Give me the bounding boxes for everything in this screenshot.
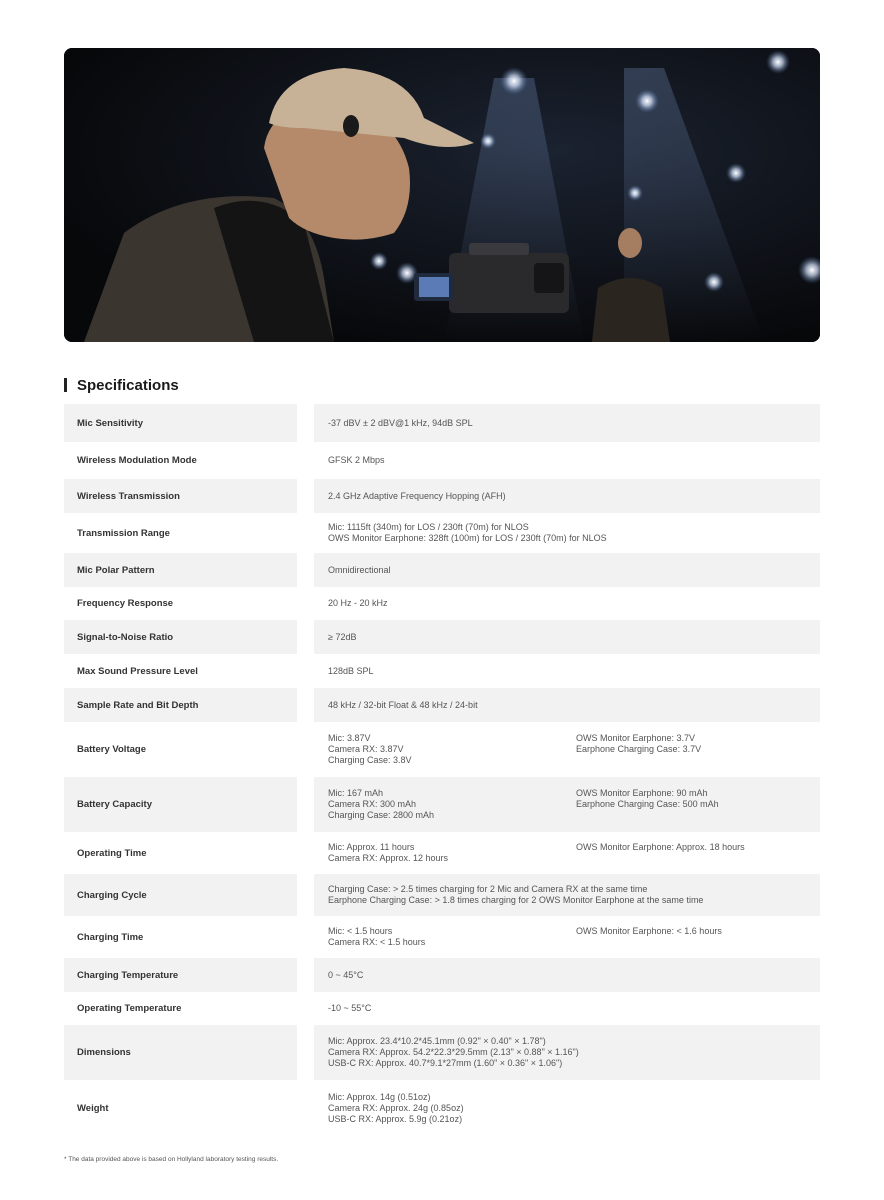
spec-value — [314, 1025, 820, 1080]
spec-value — [314, 688, 820, 722]
spec-value-line: Omnidirectional — [328, 564, 391, 575]
spec-label: Mic Polar Pattern — [64, 553, 297, 587]
spec-value-line: 2.4 GHz Adaptive Frequency Hopping (AFH) — [328, 490, 506, 501]
spec-value-column-1 — [328, 522, 607, 544]
table-row — [64, 479, 820, 513]
row-gap — [297, 832, 314, 874]
spec-value-column-1 — [328, 666, 374, 677]
spec-value-line: -37 dBV ± 2 dBV@1 kHz, 94dB SPL — [328, 417, 473, 428]
row-gap — [297, 479, 314, 513]
hero-image — [64, 48, 820, 342]
row-gap — [297, 688, 314, 722]
spec-value-line: GFSK 2 Mbps — [328, 455, 385, 466]
spec-label: Wireless Transmission — [64, 479, 297, 513]
row-gap — [297, 553, 314, 587]
spec-value — [314, 587, 820, 620]
heading-accent-bar — [64, 378, 67, 392]
table-row — [64, 688, 820, 722]
spec-value-line: Mic: Approx. 11 hours — [328, 842, 415, 853]
table-row — [64, 832, 820, 874]
page-title: Specifications — [77, 376, 179, 394]
spec-label: Signal-to-Noise Ratio — [64, 620, 297, 654]
spec-value-column-2 — [576, 733, 820, 755]
spec-value-line: Charging Case: > 2.5 times charging for 2 Mic and Camera RX at the same time — [328, 884, 648, 895]
row-gap — [297, 654, 314, 688]
spec-value — [314, 479, 820, 513]
spec-value-column-2 — [576, 926, 820, 937]
spec-value-line: OWS Monitor Earphone: < 1.6 hours — [576, 926, 722, 937]
spec-label: Transmission Range — [77, 527, 170, 539]
spec-label: Dimensions — [64, 1025, 297, 1080]
spec-value-line: Mic: < 1.5 hours — [328, 926, 393, 937]
spec-value — [314, 442, 820, 479]
spec-value-line: 48 kHz / 32-bit Float & 48 kHz / 24-bit — [328, 699, 478, 710]
spec-value-line: USB-C RX: Approx. 40.7*9.1*27mm (1.60" × 0.36" × 1.06") — [328, 1057, 563, 1068]
spec-value — [314, 404, 820, 442]
spec-value-line: OWS Monitor Earphone: 90 mAh — [576, 788, 708, 799]
spec-label: Sample Rate and Bit Depth — [64, 688, 297, 722]
row-gap — [297, 404, 314, 442]
spec-value-column-1 — [328, 788, 576, 820]
spec-value-line: Camera RX: Approx. 12 hours — [328, 853, 449, 863]
spec-value — [314, 916, 820, 958]
spec-value-line: 20 Hz - 20 kHz — [328, 598, 388, 609]
spec-value-line: Mic: 1115ft (340m) for LOS / 230ft (70m) for NLOS — [328, 522, 529, 533]
table-row — [64, 722, 820, 777]
spec-value-column-2 — [576, 788, 820, 810]
spec-value-column-1 — [328, 418, 473, 429]
row-gap — [297, 620, 314, 654]
spec-value — [314, 777, 820, 832]
spec-value — [314, 722, 820, 777]
spec-value-line: OWS Monitor Earphone: 3.7V — [576, 733, 696, 744]
spec-value-column-1 — [328, 970, 363, 981]
spec-value-line: Camera RX: Approx. 24g (0.85oz) — [328, 1103, 464, 1114]
spec-value-line: USB-C RX: Approx. 5.9g (0.21oz) — [328, 1113, 463, 1124]
table-row — [64, 587, 820, 620]
spec-value-line: Mic: Approx. 14g (0.51oz) — [328, 1092, 431, 1103]
spec-value-column-1 — [328, 455, 385, 466]
spec-label: Operating Temperature — [77, 1003, 182, 1014]
spec-value-line: -10 ~ 55°C — [328, 1003, 372, 1014]
row-gap — [297, 1025, 314, 1080]
spec-value-line: Mic: Approx. 23.4*10.2*45.1mm (0.92" × 0.40" × 1.78") — [328, 1036, 546, 1047]
spec-value — [314, 992, 820, 1025]
spec-label: Frequency Response — [77, 598, 174, 609]
spec-value-line: Camera RX: 300 mAh — [328, 799, 417, 810]
table-row — [64, 1025, 820, 1080]
table-row — [64, 553, 820, 587]
spec-value-line: Earphone Charging Case: 3.7V — [576, 744, 702, 755]
specifications-table — [64, 404, 820, 1137]
spec-label: Weight — [77, 1103, 109, 1114]
row-gap — [297, 777, 314, 832]
table-row — [64, 442, 820, 479]
spec-value-line: Mic: 167 mAh — [328, 788, 384, 799]
row-gap — [297, 587, 314, 620]
row-gap — [297, 916, 314, 958]
row-gap — [297, 958, 314, 992]
spec-value-column-1 — [328, 926, 576, 948]
spec-value-line: Camera RX: 3.87V — [328, 744, 404, 755]
table-row — [64, 404, 820, 442]
spec-label: Mic Sensitivity — [64, 404, 297, 442]
table-row — [64, 992, 820, 1025]
spec-label: Battery Capacity — [64, 777, 297, 832]
spec-value-column-1 — [328, 565, 391, 576]
table-row — [64, 654, 820, 688]
spec-value-column-2 — [576, 842, 820, 853]
table-row — [64, 958, 820, 992]
spec-label: Charging Time — [77, 931, 144, 943]
spec-value-column-1 — [328, 700, 478, 711]
spec-label: Wireless Modulation Mode — [77, 455, 197, 466]
table-row — [64, 620, 820, 654]
spec-value-column-1 — [328, 733, 576, 765]
row-gap — [297, 1080, 314, 1137]
spec-label: Operating Time — [77, 847, 147, 859]
spec-value — [314, 958, 820, 992]
spec-value — [314, 620, 820, 654]
spec-value-column-1 — [328, 1036, 579, 1068]
spec-value-line: Camera RX: Approx. 54.2*22.3*29.5mm (2.13" × 0.88" × 1.16") — [328, 1047, 579, 1058]
table-row — [64, 513, 820, 553]
spec-value-line: Mic: 3.87V — [328, 733, 371, 744]
spec-label: Charging Cycle — [64, 874, 297, 916]
spec-value — [314, 553, 820, 587]
spec-value-line: 128dB SPL — [328, 665, 374, 676]
spec-value-line: Camera RX: < 1.5 hours — [328, 937, 426, 947]
spec-value — [314, 874, 820, 916]
row-gap — [297, 874, 314, 916]
spec-value-line: OWS Monitor Earphone: Approx. 18 hours — [576, 842, 745, 853]
spec-value-line: 0 ~ 45°C — [328, 969, 364, 980]
row-gap — [297, 442, 314, 479]
spec-value-column-1 — [328, 842, 576, 864]
spec-label: Battery Voltage — [77, 744, 146, 755]
spec-value-line: OWS Monitor Earphone: 328ft (100m) for LOS / 230ft (70m) for NLOS — [328, 533, 607, 543]
row-gap — [297, 722, 314, 777]
table-row — [64, 874, 820, 916]
spec-value-line: Earphone Charging Case: 500 mAh — [576, 799, 719, 810]
specifications-heading — [64, 375, 179, 395]
spec-value-line: ≥ 72dB — [328, 631, 357, 642]
spec-value-column-1 — [328, 884, 703, 906]
spec-value — [314, 654, 820, 688]
footnote: * The data provided above is based on Hollyland laboratory testing results. — [64, 1156, 279, 1163]
spec-value-column-1 — [328, 1092, 464, 1124]
spec-label: Max Sound Pressure Level — [77, 665, 198, 677]
spec-value-column-1 — [328, 598, 388, 609]
spec-value-line: Earphone Charging Case: > 1.8 times charging for 2 OWS Monitor Earphone at the same time — [328, 895, 704, 905]
table-row — [64, 916, 820, 958]
spec-value-column-1 — [328, 632, 356, 643]
spec-value — [314, 1080, 820, 1137]
spec-value-line: Charging Case: 3.8V — [328, 754, 412, 765]
spec-value-column-1 — [328, 1003, 371, 1014]
spec-value — [314, 513, 820, 553]
row-gap — [297, 992, 314, 1025]
row-gap — [297, 513, 314, 553]
spec-value-column-1 — [328, 491, 506, 502]
table-row — [64, 1080, 820, 1137]
spec-value-line: Charging Case: 2800 mAh — [328, 809, 435, 820]
table-row — [64, 777, 820, 832]
spec-value — [314, 832, 820, 874]
spec-label: Charging Temperature — [64, 958, 297, 992]
